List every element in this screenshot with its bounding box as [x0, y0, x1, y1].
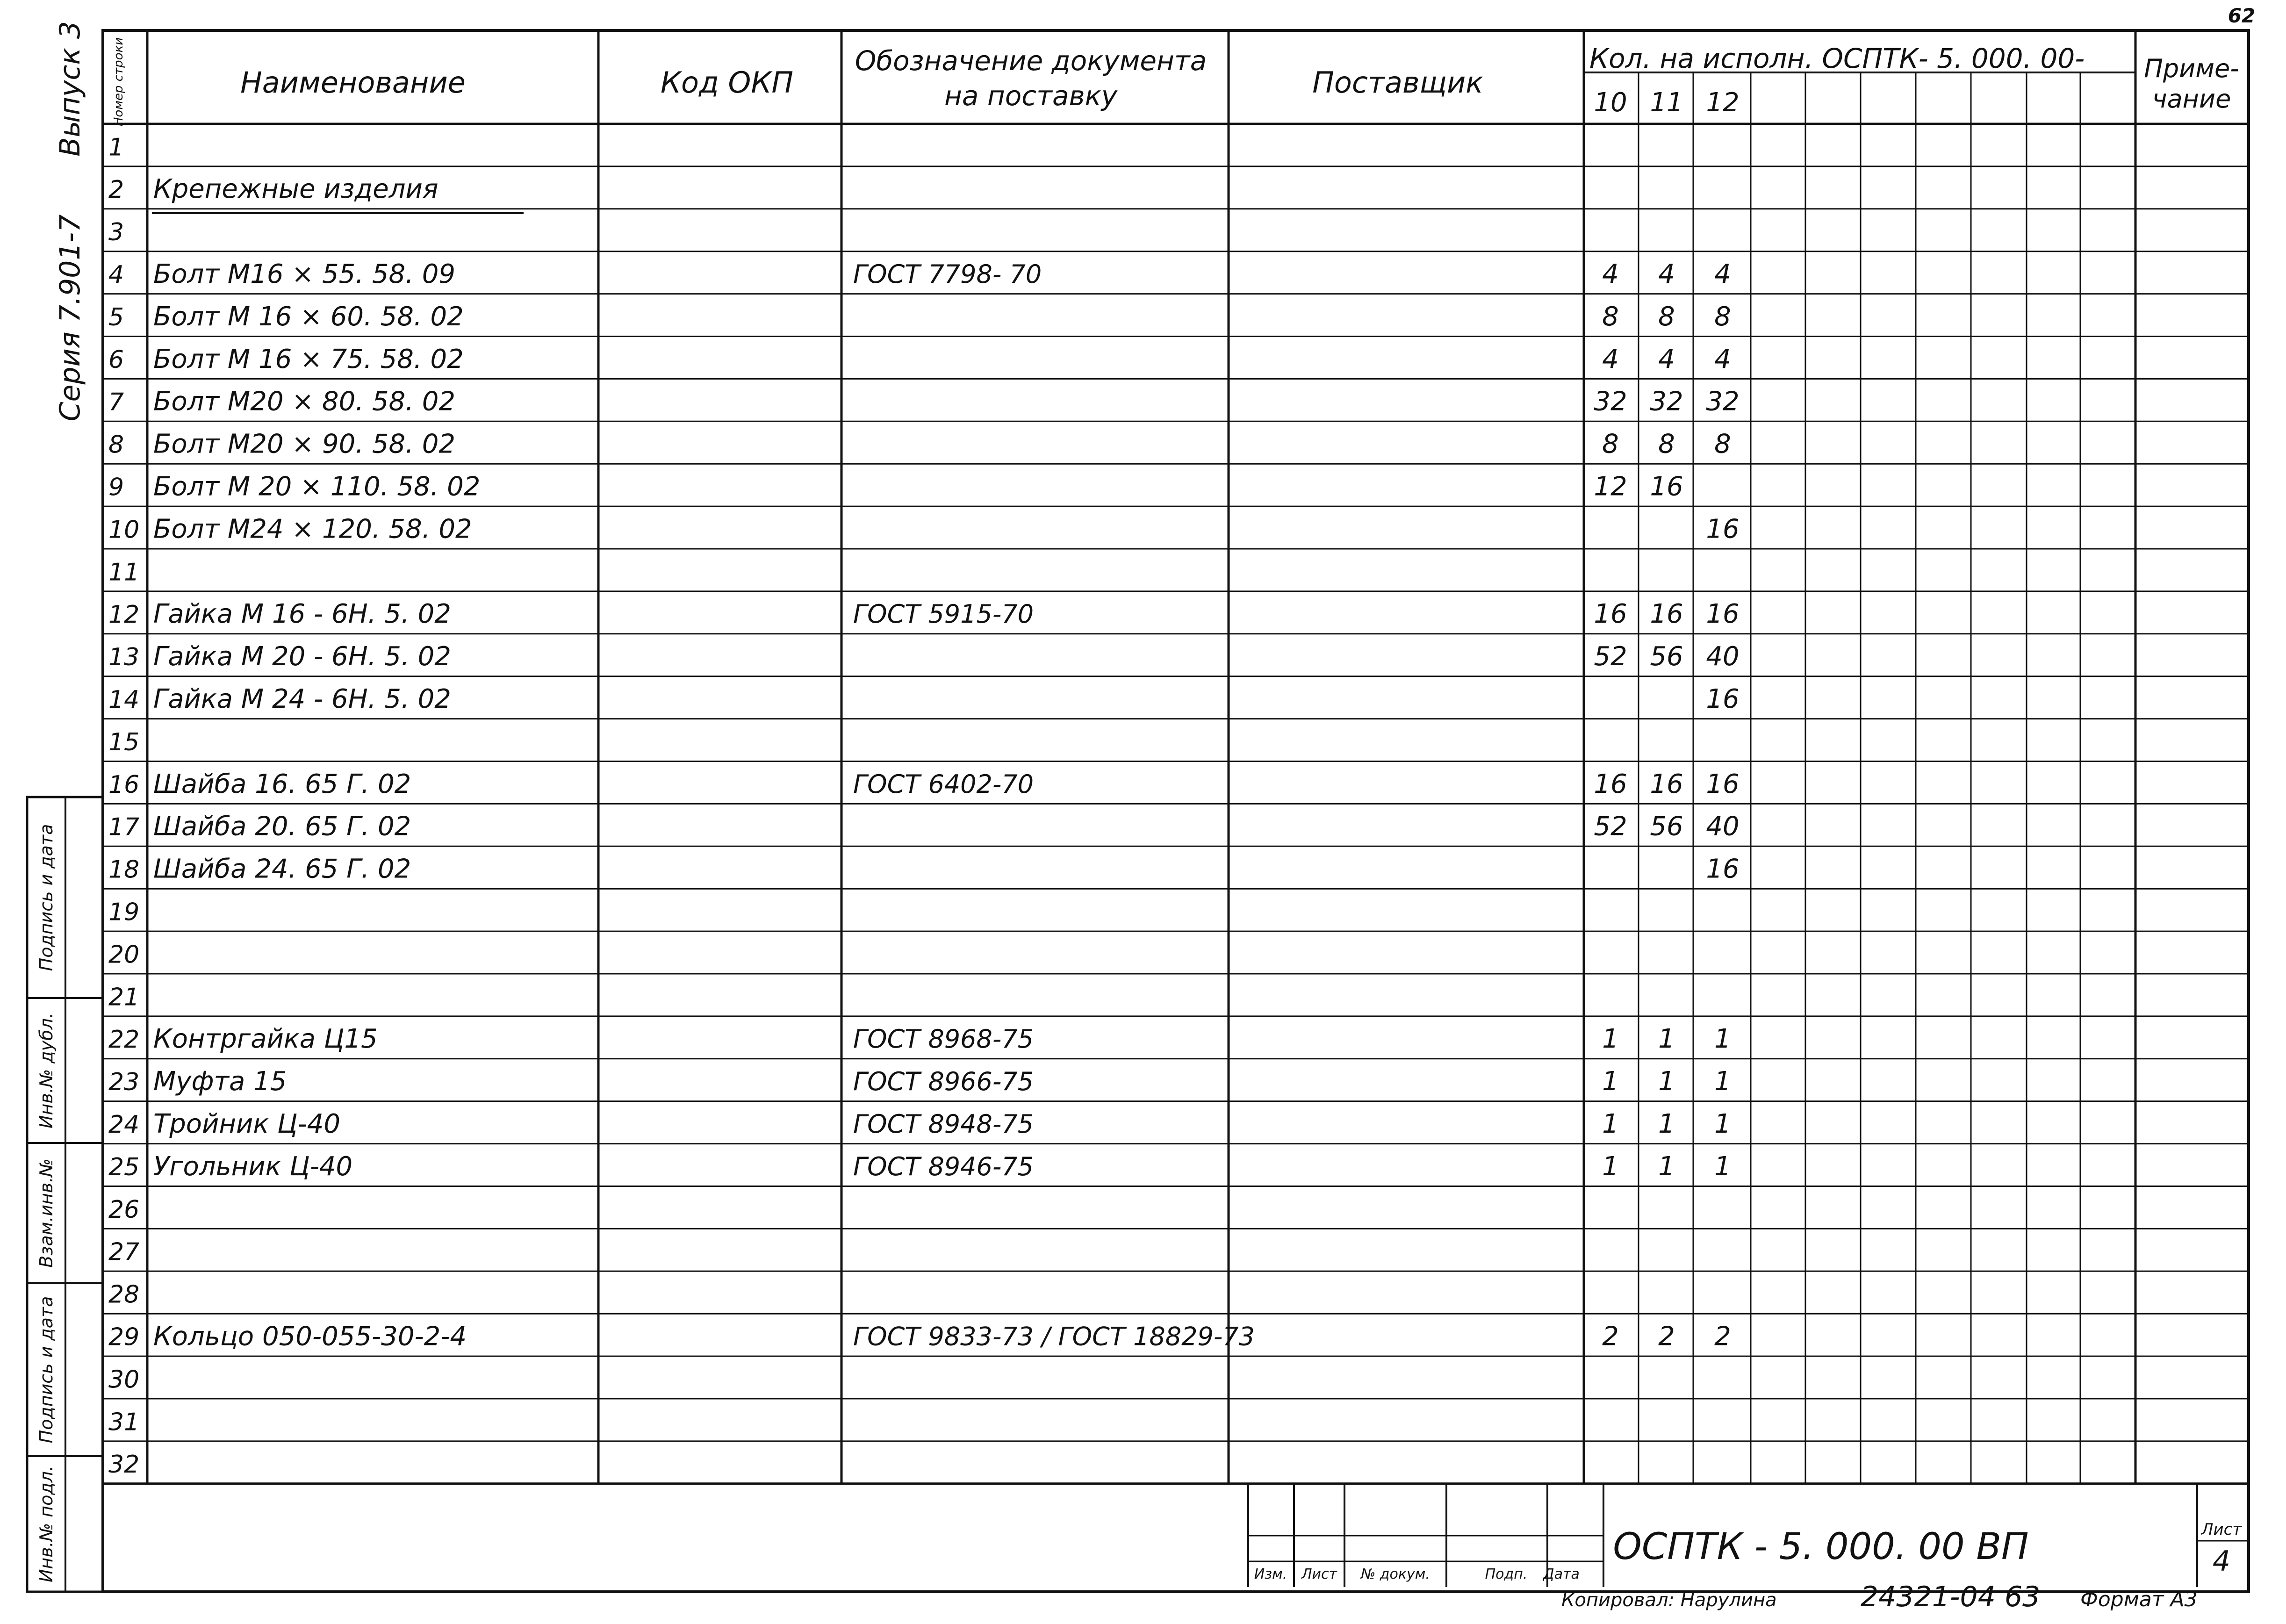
- table-body: [108, 133, 1740, 1479]
- qty-variant-10: 52: [1594, 811, 1627, 842]
- item-name: Гайка М 16 - 6Н. 5. 02: [153, 599, 451, 630]
- qty-variant-12: 40: [1706, 811, 1740, 842]
- item-name: Шайба 20. 65 Г. 02: [153, 811, 411, 842]
- table-row: [108, 1451, 139, 1479]
- table-row: [108, 854, 1740, 884]
- table-row: [108, 387, 1740, 417]
- table-row: [108, 558, 139, 586]
- qty-variant-11: 2: [1658, 1321, 1675, 1352]
- table-row: [108, 1238, 139, 1266]
- supply-document: ГОСТ 8946-75: [853, 1151, 1034, 1181]
- qty-variant-11: 1: [1658, 1151, 1675, 1182]
- table-row: [108, 1321, 1731, 1351]
- qty-variant-10: 1: [1602, 1024, 1619, 1055]
- footer: [1561, 1581, 2198, 1613]
- tb-label-doc-number: № докум.: [1361, 1566, 1430, 1582]
- supply-document: ГОСТ 7798- 70: [853, 259, 1042, 289]
- row-number: 5: [108, 303, 124, 331]
- row-number: 18: [108, 855, 140, 884]
- row-number: 17: [108, 813, 140, 841]
- side-field-label: Подпись и дата: [36, 1296, 57, 1444]
- row-number: 25: [108, 1153, 140, 1181]
- qty-variant-10: 8: [1602, 429, 1619, 460]
- side-field-label: Инв.№ подл.: [36, 1465, 57, 1583]
- table-row: [108, 684, 1740, 714]
- table-row: [108, 1066, 1731, 1097]
- qty-variant-12: 32: [1706, 386, 1740, 417]
- table-header: [112, 37, 2239, 126]
- table-row: [108, 898, 139, 926]
- qty-variant-11: 4: [1658, 344, 1675, 374]
- item-name: Контргайка Ц15: [153, 1024, 378, 1055]
- qty-variant-10: 1: [1602, 1151, 1619, 1182]
- qty-variant-11: 4: [1658, 259, 1675, 289]
- header-row-number-text: Номер строки: [112, 37, 126, 127]
- table-row: [108, 344, 1731, 374]
- qty-variant-12: 1: [1714, 1151, 1731, 1182]
- row-number: 9: [108, 473, 124, 502]
- qty-variant-11: 16: [1650, 769, 1683, 799]
- tb-label-signature: Подп.: [1485, 1566, 1528, 1582]
- header-qty-col-11: 11: [1650, 87, 1683, 118]
- item-name: Шайба 16. 65 Г. 02: [153, 769, 411, 799]
- item-name: Болт М 20 × 110. 58. 02: [153, 471, 481, 502]
- table-row: [108, 133, 124, 161]
- qty-variant-12: 4: [1714, 259, 1731, 289]
- table-row: [108, 812, 1740, 842]
- qty-variant-12: 8: [1714, 429, 1731, 460]
- item-name: Гайка М 20 - 6Н. 5. 02: [153, 641, 451, 672]
- row-number: 13: [108, 643, 140, 672]
- row-number: 10: [108, 516, 140, 544]
- supply-document: ГОСТ 8968-75: [853, 1024, 1034, 1054]
- item-name: Гайка М 24 - 6Н. 5. 02: [153, 683, 451, 714]
- row-number: 2: [108, 176, 124, 204]
- item-name: Шайба 24. 65 Г. 02: [153, 854, 411, 884]
- header-supply-doc-line1: Обозначение документа: [855, 45, 1207, 77]
- row-number: 16: [108, 770, 140, 799]
- side-field-label: Взам.инв.№: [36, 1158, 57, 1268]
- table-row: [108, 769, 1740, 799]
- row-number: 32: [108, 1451, 140, 1479]
- item-name: Крепежные изделия: [153, 174, 439, 205]
- header-qty-title: Кол. на исполн. ОСПТК- 5. 000. 00-: [1589, 43, 2085, 74]
- row-number: 6: [108, 345, 124, 374]
- qty-variant-12: 16: [1706, 514, 1740, 545]
- table-row: [108, 941, 139, 969]
- table-row: [108, 983, 139, 1011]
- qty-variant-12: 40: [1706, 641, 1740, 672]
- row-number: 27: [108, 1238, 140, 1266]
- title-block: [1254, 1520, 2243, 1582]
- qty-variant-10: 4: [1602, 259, 1619, 289]
- table-row: [108, 641, 1740, 672]
- qty-variant-10: 16: [1594, 599, 1627, 630]
- supply-document: ГОСТ 9833-73 / ГОСТ 18829-73: [853, 1322, 1255, 1351]
- row-number: 31: [108, 1408, 140, 1437]
- document-designation: ОСПТК - 5. 000. 00 ВП: [1613, 1526, 2029, 1568]
- copied-by: Копировал: Нарулина: [1561, 1589, 1777, 1611]
- table-row: [108, 514, 1740, 544]
- qty-variant-10: 1: [1602, 1108, 1619, 1139]
- qty-variant-11: 8: [1658, 301, 1675, 332]
- qty-variant-12: 16: [1706, 769, 1740, 799]
- qty-variant-11: 1: [1658, 1066, 1675, 1097]
- item-name: Болт М16 × 55. 58. 09: [153, 259, 455, 289]
- table-row: [108, 302, 1731, 332]
- side-field-label: Инв.№ дубл.: [36, 1013, 57, 1128]
- series-label: Серия 7.901-7: [54, 214, 86, 422]
- item-name: Угольник Ц-40: [153, 1151, 353, 1182]
- qty-variant-10: 32: [1594, 386, 1627, 417]
- row-number: 21: [108, 983, 140, 1012]
- item-name: Тройник Ц-40: [153, 1108, 340, 1139]
- table-row: [108, 1281, 139, 1309]
- qty-variant-12: 4: [1714, 344, 1731, 374]
- qty-variant-12: 1: [1714, 1108, 1731, 1139]
- header-okp-code: Код ОКП: [661, 65, 793, 100]
- qty-variant-12: 16: [1706, 854, 1740, 884]
- row-number: 28: [108, 1280, 140, 1309]
- qty-variant-10: 4: [1602, 344, 1619, 374]
- qty-variant-11: 56: [1650, 811, 1683, 842]
- header-note-line1: Приме-: [2144, 54, 2239, 83]
- qty-variant-10: 2: [1602, 1321, 1619, 1352]
- row-number: 3: [108, 218, 124, 247]
- qty-variant-12: 16: [1706, 599, 1740, 630]
- qty-variant-12: 8: [1714, 301, 1731, 332]
- tb-sheet-value: 4: [2212, 1545, 2231, 1578]
- table-row: [108, 259, 1731, 289]
- item-name: Муфта 15: [153, 1066, 287, 1097]
- row-number: 7: [108, 388, 124, 417]
- row-number: 19: [108, 898, 140, 927]
- header-supply-doc-line2: на поставку: [944, 80, 1118, 112]
- tb-label-date: Дата: [1543, 1566, 1580, 1582]
- table-row: [108, 471, 1683, 502]
- table-row: [108, 174, 439, 204]
- table-row: [108, 218, 124, 246]
- qty-variant-11: 1: [1658, 1108, 1675, 1139]
- row-number: 20: [108, 941, 140, 969]
- qty-variant-12: 2: [1714, 1321, 1731, 1352]
- qty-variant-11: 32: [1650, 386, 1683, 417]
- supply-document: ГОСТ 6402-70: [853, 769, 1034, 799]
- row-number: 29: [108, 1323, 140, 1351]
- row-number: 1: [108, 133, 124, 162]
- qty-variant-11: 56: [1650, 641, 1683, 672]
- header-name: Наименование: [240, 65, 466, 100]
- table-row: [108, 1109, 1731, 1139]
- table-row: [108, 599, 1740, 629]
- order-number: 24321-04 63: [1861, 1581, 2041, 1613]
- qty-variant-10: 12: [1594, 471, 1627, 502]
- side-stamp: [54, 21, 86, 421]
- header-supplier: Поставщик: [1312, 65, 1483, 100]
- row-number: 30: [108, 1365, 140, 1394]
- row-number: 8: [108, 431, 124, 459]
- header-qty-col-10: 10: [1594, 87, 1627, 118]
- supply-document: ГОСТ 8948-75: [853, 1109, 1034, 1139]
- side-field-label: Подпись и дата: [36, 824, 57, 971]
- header-row-number: [112, 37, 126, 126]
- supply-document: ГОСТ 8966-75: [853, 1067, 1034, 1097]
- row-number: 11: [108, 558, 140, 587]
- item-name: Болт М20 × 80. 58. 02: [153, 386, 455, 417]
- item-name: Болт М 16 × 75. 58. 02: [153, 344, 464, 374]
- qty-variant-12: 16: [1706, 683, 1740, 714]
- qty-variant-11: 1: [1658, 1024, 1675, 1055]
- table-row: [108, 1365, 139, 1394]
- qty-variant-11: 16: [1650, 471, 1683, 502]
- table-row: [108, 1151, 1731, 1182]
- row-number: 14: [108, 685, 140, 714]
- row-number: 22: [108, 1026, 140, 1054]
- issue-label: Выпуск 3: [54, 21, 86, 157]
- item-name: Кольцо 050-055-30-2-4: [153, 1321, 467, 1352]
- qty-variant-12: 1: [1714, 1024, 1731, 1055]
- row-number: 12: [108, 601, 140, 629]
- table-row: [108, 728, 139, 756]
- row-number: 4: [108, 260, 124, 289]
- row-number: 26: [108, 1195, 140, 1224]
- item-name: Болт М 16 × 60. 58. 02: [153, 301, 464, 332]
- supply-document: ГОСТ 5915-70: [853, 599, 1034, 629]
- table-row: [108, 1024, 1731, 1054]
- qty-variant-10: 1: [1602, 1066, 1619, 1097]
- row-number: 24: [108, 1110, 140, 1139]
- qty-variant-10: 16: [1594, 769, 1627, 799]
- row-number: 15: [108, 728, 140, 756]
- item-name: Болт М20 × 90. 58. 02: [153, 429, 455, 460]
- qty-variant-10: 52: [1594, 641, 1627, 672]
- qty-variant-11: 8: [1658, 429, 1675, 460]
- tb-sheet-label: Лист: [2201, 1520, 2242, 1539]
- table-row: [108, 1196, 139, 1224]
- table-row: [108, 1408, 139, 1436]
- qty-variant-10: 8: [1602, 301, 1619, 332]
- header-qty-col-12: 12: [1706, 87, 1740, 118]
- row-number: 23: [108, 1068, 140, 1097]
- header-note-line2: чание: [2152, 84, 2231, 114]
- qty-variant-12: 1: [1714, 1066, 1731, 1097]
- tb-label-sheet: Лист: [1301, 1566, 1337, 1582]
- item-name: Болт М24 × 120. 58. 02: [153, 514, 472, 545]
- table-row: [108, 429, 1731, 460]
- qty-variant-11: 16: [1650, 599, 1683, 630]
- format-label: Формат А3: [2080, 1588, 2198, 1611]
- tb-label-change: Изм.: [1254, 1566, 1287, 1582]
- corner-sheet-number: 62: [2228, 4, 2256, 27]
